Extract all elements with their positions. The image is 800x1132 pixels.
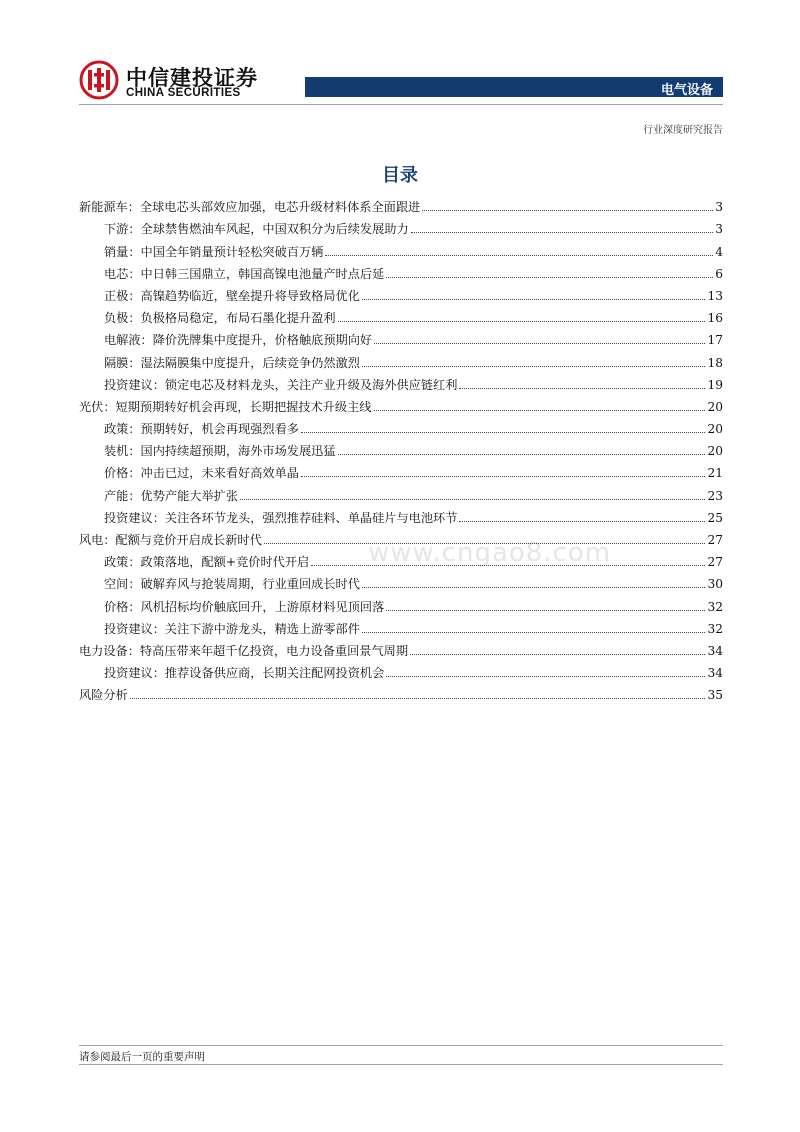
toc-dot-leader <box>130 698 706 699</box>
toc-entry[interactable] <box>79 393 723 415</box>
toc-entry-page: 13 <box>707 288 723 303</box>
footer-disclaimer-note: 请参阅最后一页的重要声明 <box>79 1051 205 1063</box>
toc-dot-leader <box>374 343 705 344</box>
header-divider <box>79 104 723 105</box>
toc-entry[interactable] <box>79 526 723 548</box>
toc-entry-title: 产能：优势产能大举扩张 <box>104 488 239 503</box>
logo-chinese-name: 中信建投证券 <box>126 66 258 90</box>
toc-dot-leader <box>325 255 713 256</box>
toc-entry[interactable] <box>79 592 723 614</box>
watermark: www.cngao8.com <box>368 538 612 568</box>
toc-dot-leader <box>410 654 705 655</box>
toc-entry-page: 35 <box>707 688 723 703</box>
sector-tag-bar <box>305 77 723 97</box>
logo-english-name: CHINA SECURITIES <box>126 87 241 99</box>
toc-dot-leader <box>362 366 706 367</box>
toc-entry-page: 21 <box>707 466 723 481</box>
toc-entry-page: 17 <box>707 333 723 348</box>
toc-dot-leader <box>311 565 705 566</box>
footer-divider-top <box>79 1045 723 1046</box>
toc-entry-title: 投资建议：关注各环节龙头，强烈推荐硅料、单晶硅片与电池环节 <box>104 510 458 525</box>
toc-entry[interactable] <box>79 570 723 592</box>
toc-entry-title: 投资建议：关注下游中游龙头，精选上游零部件 <box>104 621 360 636</box>
toc-entry[interactable] <box>79 615 723 637</box>
toc-entry[interactable] <box>79 237 723 259</box>
toc-dot-leader <box>301 432 705 433</box>
toc-entry-page: 3 <box>715 222 723 237</box>
table-of-contents <box>79 193 723 703</box>
toc-entry[interactable] <box>79 681 723 703</box>
toc-dot-leader <box>362 587 706 588</box>
toc-entry-title: 电芯：中日韩三国鼎立，韩国高镍电池量产时点后延 <box>104 266 385 281</box>
toc-entry-title: 政策：政策落地，配额+竞价时代开启 <box>104 555 310 570</box>
report-type-label: 行业深度研究报告 <box>643 125 723 136</box>
toc-dot-leader <box>338 454 706 455</box>
toc-dot-leader <box>362 299 706 300</box>
toc-dot-leader <box>386 610 705 611</box>
toc-entry-page: 32 <box>707 621 723 636</box>
toc-entry[interactable] <box>79 282 723 304</box>
toc-entry-page: 32 <box>707 599 723 614</box>
toc-entry-page: 27 <box>707 555 723 570</box>
toc-entry[interactable] <box>79 437 723 459</box>
sector-tag: 电气设备 <box>660 83 713 98</box>
toc-entry-title: 价格：冲击已过，未来看好高效单晶 <box>104 466 299 481</box>
toc-entry[interactable] <box>79 260 723 282</box>
toc-entry-page: 34 <box>707 666 723 681</box>
toc-dot-leader <box>240 499 705 500</box>
toc-entry-title: 价格：风机招标均价触底回升，上游原材料见顶回落 <box>104 599 385 614</box>
toc-entry[interactable] <box>79 348 723 370</box>
toc-entry-page: 30 <box>707 577 723 592</box>
toc-dot-leader <box>338 321 706 322</box>
toc-entry[interactable] <box>79 504 723 526</box>
toc-entry[interactable] <box>79 215 723 237</box>
toc-dot-leader <box>411 232 714 233</box>
toc-title: 目录 <box>382 165 418 186</box>
toc-dot-leader <box>422 210 713 211</box>
toc-entry[interactable] <box>79 637 723 659</box>
footer-divider-bottom <box>79 1064 723 1065</box>
toc-entry-page: 20 <box>707 399 723 414</box>
toc-dot-leader <box>459 388 705 389</box>
toc-entry-page: 25 <box>707 510 723 525</box>
toc-entry[interactable] <box>79 548 723 570</box>
toc-entry-page: 3 <box>715 200 723 215</box>
toc-entry[interactable] <box>79 459 723 481</box>
toc-entry-page: 6 <box>715 266 723 281</box>
toc-entry-page: 23 <box>707 488 723 503</box>
toc-entry[interactable] <box>79 371 723 393</box>
toc-entry-title: 下游：全球禁售燃油车风起，中国双积分为后续发展助力 <box>104 222 409 237</box>
toc-entry[interactable] <box>79 659 723 681</box>
toc-dot-leader <box>374 410 706 411</box>
toc-dot-leader <box>386 676 705 677</box>
toc-entry-title: 新能源车：全球电芯头部效应加强，电芯升级材料体系全面跟进 <box>79 200 421 215</box>
toc-entry[interactable] <box>79 304 723 326</box>
toc-entry-title: 光伏：短期预期转好机会再现，长期把握技术升级主线 <box>79 399 372 414</box>
toc-entry-page: 20 <box>707 444 723 459</box>
toc-entry[interactable] <box>79 415 723 437</box>
toc-entry-title: 投资建议：推荐设备供应商，长期关注配网投资机会 <box>104 666 385 681</box>
toc-entry-page: 4 <box>715 244 723 259</box>
toc-dot-leader <box>264 543 706 544</box>
toc-entry-page: 27 <box>707 533 723 547</box>
toc-entry-title: 销量：中国全年销量预计轻松突破百万辆 <box>104 244 324 259</box>
toc-entry-title: 投资建议：锁定电芯及材料龙头，关注产业升级及海外供应链红利 <box>104 377 458 392</box>
toc-entry[interactable] <box>79 326 723 348</box>
toc-dot-leader <box>301 476 705 477</box>
toc-entry-page: 18 <box>707 355 723 370</box>
toc-dot-leader <box>459 521 705 522</box>
toc-entry-page: 16 <box>707 311 723 326</box>
toc-entry-title: 风险分析 <box>79 688 128 703</box>
toc-entry-title: 电力设备：特高压带来年超千亿投资，电力设备重回景气周期 <box>79 643 409 658</box>
toc-entry-title: 风电：配额与竞价开启成长新时代 <box>79 533 262 547</box>
toc-entry-title: 装机：国内持续超预期，海外市场发展迅猛 <box>104 444 336 459</box>
toc-entry[interactable] <box>79 481 723 503</box>
toc-entry-page: 19 <box>707 377 723 392</box>
toc-entry-title: 政策：预期转好，机会再现强烈看多 <box>104 422 299 437</box>
toc-entry-title: 正极：高镍趋势临近，壁垒提升将导致格局优化 <box>104 288 360 303</box>
toc-entry-title: 负极：负极格局稳定，布局石墨化提升盈利 <box>104 311 336 326</box>
toc-entry-page: 34 <box>707 643 723 658</box>
toc-entry-title: 电解液：降价洗牌集中度提升，价格触底预期向好 <box>104 333 373 348</box>
toc-dot-leader <box>362 632 706 633</box>
toc-entry-title: 隔膜：湿法隔膜集中度提升，后续竞争仍然激烈 <box>104 355 360 370</box>
company-logo <box>79 60 319 104</box>
toc-dot-leader <box>386 277 713 278</box>
china-securities-logo-icon <box>79 60 119 100</box>
toc-entry-page: 20 <box>707 422 723 437</box>
toc-entry-title: 空间：破解弃风与抢装周期，行业重回成长时代 <box>104 577 360 592</box>
toc-entry[interactable] <box>79 193 723 215</box>
